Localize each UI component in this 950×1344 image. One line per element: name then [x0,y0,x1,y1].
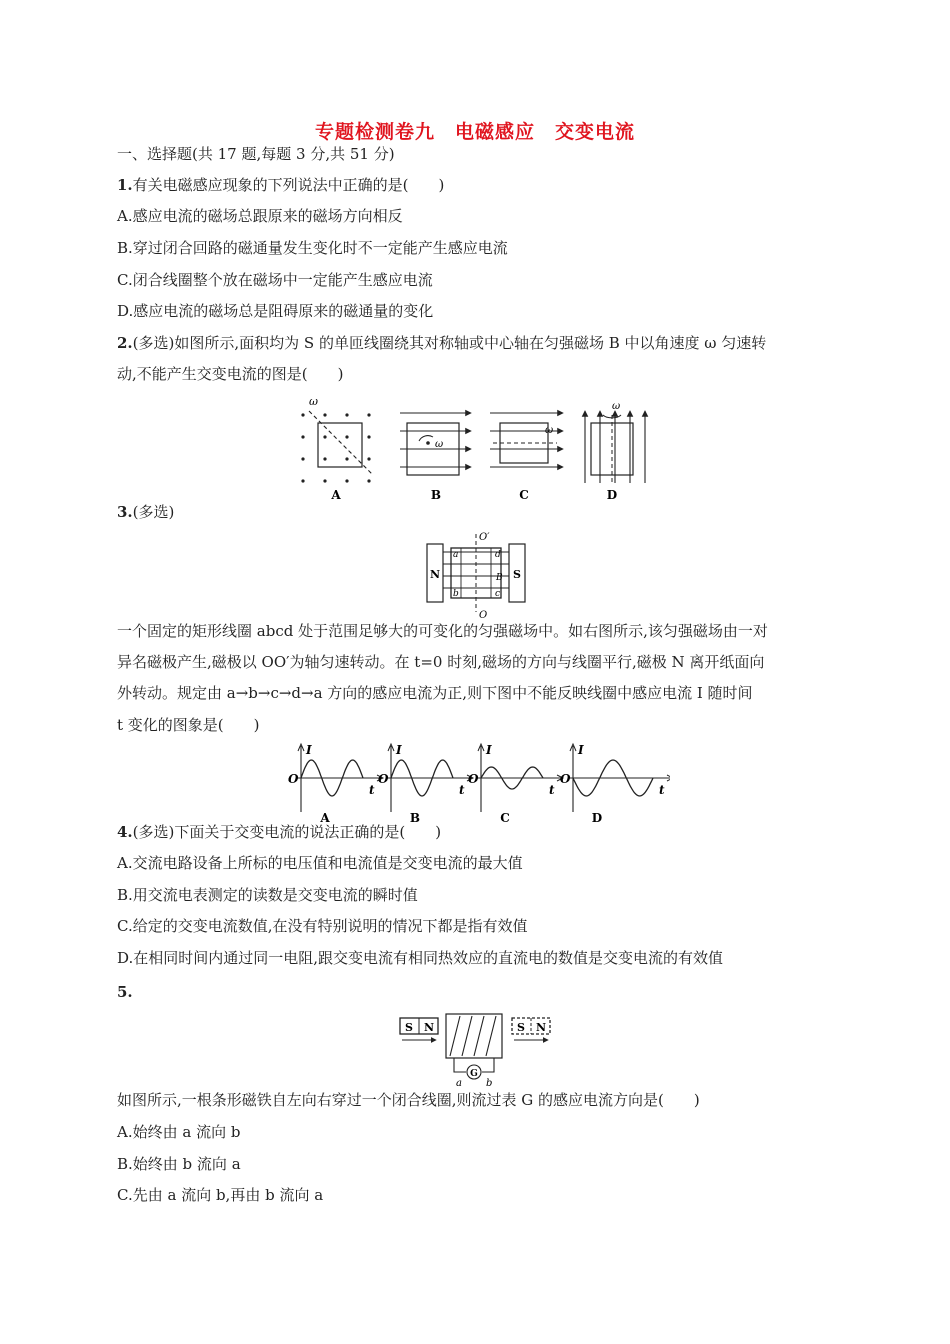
question-number: 3. [117,503,133,521]
svg-text:a: a [456,1078,462,1088]
option: D.感应电流的磁场总是阻碍原来的磁通量的变化 [117,302,434,320]
question-text: (多选)如图所示,面积均为 S 的单匝线圈绕其对称轴或中心轴在匀强磁场 B 中以角速度 ω 匀速转 [132,334,767,352]
graph-axis-label-t: t [659,783,665,797]
question-number: 1. [117,176,133,194]
option: A.交流电路设备上所标的电压值和电流值是交变电流的最大值 [117,854,523,872]
question-3-stem [117,502,174,522]
svg-text:G: G [470,1069,478,1079]
question-2-stem [117,333,766,353]
question-2-stem-cont: 动,不能产生交变电流的图是( ) [117,365,344,383]
option: A.始终由 a 流向 b [117,1123,241,1141]
graph-axis-label-t: t [369,783,375,797]
option: B.穿过闭合回路的磁通量发生变化时不一定能产生感应电流 [117,239,508,257]
svg-text:S: S [517,1021,525,1034]
graph-axis-label-I: I [396,743,402,757]
question-3-text: 异名磁极产生,磁极以 OO′为轴匀速转动。在 t=0 时刻,磁场的方向与线圈平行,磁极 N 离开纸面向 [117,653,765,671]
svg-text:b: b [453,589,459,599]
graph-label: B [409,811,421,824]
question-3-graphs [285,742,670,824]
question-2-figure [295,393,655,505]
svg-text:b: b [486,1078,493,1088]
figure-d-vertical-field [585,401,645,483]
option: C.给定的交变电流数值,在没有特别说明的情况下都是指有效值 [117,917,528,935]
svg-text:ω: ω [435,439,444,450]
figure-label-d: D [606,488,618,502]
question-number: 4. [117,823,133,841]
svg-text:N: N [429,568,441,581]
question-text: (多选) [132,503,175,521]
graph-axis-label-t: t [459,783,465,797]
question-text: (多选)下面关于交变电流的说法正确的是( ) [132,823,442,841]
question-3-text: 一个固定的矩形线圈 abcd 处于范围足够大的可变化的匀强磁场中。如右图所示,该匀强磁场由一对 [117,622,768,640]
figure-label-c: C [519,488,529,502]
figure-b-horizontal-field [400,413,471,475]
question-1-stem [117,175,444,195]
svg-text:O: O [479,610,488,618]
svg-text:B: B [496,573,503,583]
graph-origin-label: O [378,772,389,786]
svg-text:N: N [423,1021,435,1034]
graph-origin-label: O [288,772,299,786]
question-5-text: 如图所示,一根条形磁铁自左向右穿过一个闭合线圈,则流过表 G 的感应电流方向是( ) [117,1091,700,1109]
svg-text:S: S [405,1021,413,1034]
coil [446,1014,502,1058]
svg-text:ω: ω [545,425,554,436]
svg-text:S: S [513,568,521,581]
question-number: 5. [117,983,133,1001]
question-5-figure [398,1008,553,1088]
graph-origin-label: O [560,772,571,786]
graph-axis-label-I: I [486,743,492,757]
omega-label: ω [309,395,318,408]
option: C.闭合线圈整个放在磁场中一定能产生感应电流 [117,271,433,289]
question-5-stem [117,982,133,1002]
option: B.用交流电表测定的读数是交变电流的瞬时值 [117,886,418,904]
svg-text:N: N [535,1021,547,1034]
graph-origin-label: O [468,772,479,786]
svg-text:ω: ω [612,401,621,412]
question-number: 2. [117,334,133,352]
svg-text:a: a [453,550,459,560]
svg-text:c: c [495,589,501,599]
option: B.始终由 b 流向 a [117,1155,241,1173]
question-3-text: 外转动。规定由 a→b→c→d→a 方向的感应电流为正,则下图中不能反映线圈中感应电流 I 随时间 [117,684,753,702]
question-3-coil-figure [425,528,530,618]
figure-a-dots-field [301,395,373,483]
graph-label: A [320,811,330,824]
page-title: 专题检测卷九 电磁感应 交变电流 [314,121,635,143]
figure-c-horizontal-field [490,413,563,467]
figure-label-b: B [430,488,442,502]
option: C.先由 a 流向 b,再由 b 流向 a [117,1186,324,1204]
question-4-stem [117,822,441,842]
question-text: 有关电磁感应现象的下列说法中正确的是( ) [132,176,445,194]
option: D.在相同时间内通过同一电阻,跟交变电流有相同热效应的直流电的数值是交变电流的有效值 [117,949,724,967]
graph-axis-label-I: I [578,743,584,757]
svg-text:O′: O′ [479,532,490,543]
section-heading: 一、选择题(共 17 题,每题 3 分,共 51 分) [117,145,395,163]
graph-axis-label-t: t [549,783,555,797]
svg-text:d: d [495,550,501,560]
figure-label-a: A [331,488,341,502]
graph-axis-label-I: I [306,743,312,757]
option: A.感应电流的磁场总跟原来的磁场方向相反 [117,207,403,225]
graph-label: C [500,811,510,824]
question-3-text: t 变化的图象是( ) [117,716,260,734]
graph-label: D [591,811,603,824]
